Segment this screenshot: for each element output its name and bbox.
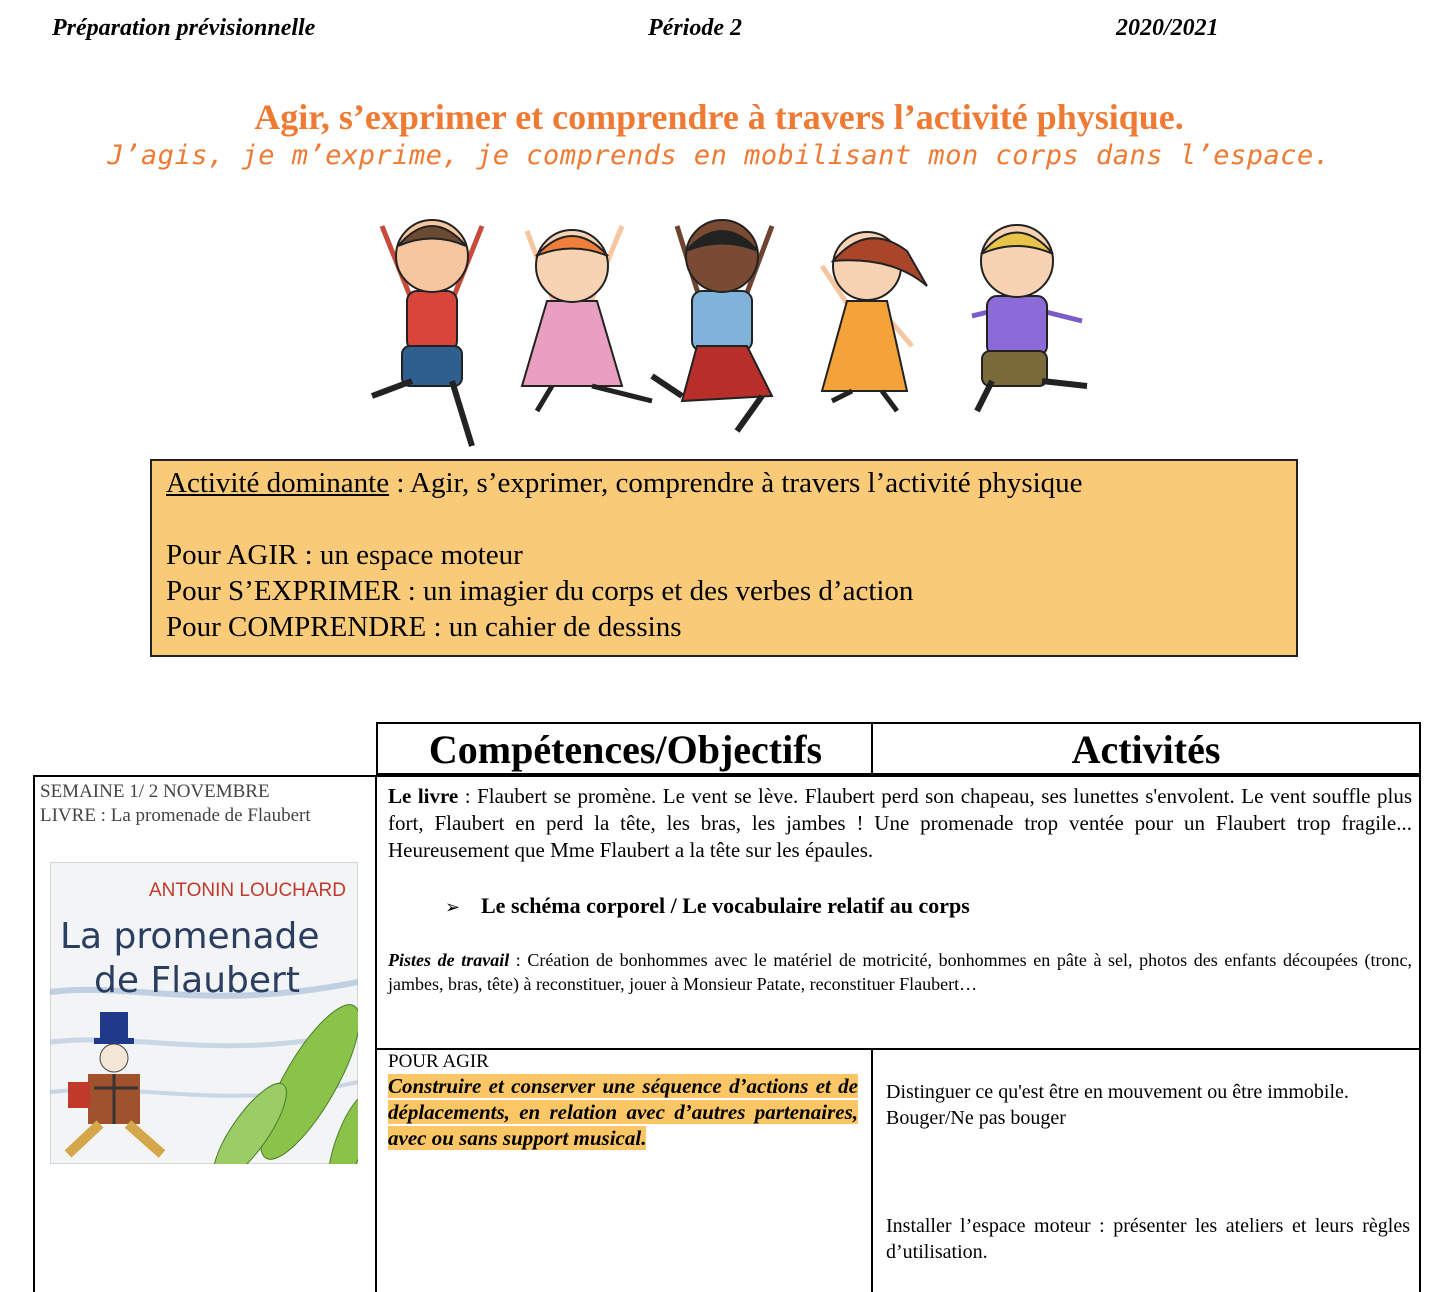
child-1 — [372, 220, 482, 446]
header-left: Préparation prévisionnelle — [52, 15, 316, 41]
cover-title-1: La promenade — [60, 916, 320, 957]
activity-1-text: Distinguer ce qu'est être en mouvement ou être immobile. — [886, 1081, 1349, 1103]
livre-label: Le livre — [388, 784, 459, 808]
cover-author: ANTONIN LOUCHARD — [148, 880, 346, 901]
header-center: Période 2 — [648, 15, 742, 41]
box-line-agir: Pour AGIR : un espace moteur — [166, 539, 523, 571]
page-title: Agir, s’exprimer et comprendre à travers l’activité physique. — [254, 97, 1184, 137]
week-label — [40, 780, 370, 828]
dancing-children-illustration — [352, 196, 1112, 456]
table-column-divider — [871, 1048, 873, 1292]
table-row-divider — [375, 1048, 1421, 1050]
pour-agir-label: POUR AGIR — [388, 1051, 489, 1072]
header-competences: Compétences/Objectifs — [376, 722, 873, 775]
child-3 — [652, 220, 772, 431]
week-line-2: LIVRE : La promenade de Flaubert — [40, 805, 311, 826]
box-line-comprendre: Pour COMPRENDRE : un cahier de dessins — [166, 611, 682, 643]
competence-highlight: Construire et conserver une séquence d’actions et de déplacements, en relation avec d’autres partenaires, avec ou sans support musical. — [388, 1074, 858, 1150]
book-cover-image — [50, 862, 358, 1164]
box-line-exprimer: Pour S’EXPRIMER : un imagier du corps et des verbes d’action — [166, 575, 914, 607]
header-activites: Activités — [871, 722, 1421, 775]
page-subtitle: J’agis, je m’exprime, je comprends en mobilisant mon corps dans l’espace. — [107, 140, 1331, 171]
child-2 — [522, 226, 652, 411]
bullet-text: Le schéma corporel / Le vocabulaire relatif au corps — [481, 893, 970, 918]
activity-1b-text: Bouger/Ne pas bouger — [886, 1107, 1066, 1129]
pistes-label: Pistes de travail — [388, 950, 510, 970]
table-right-border — [1419, 775, 1421, 1292]
table-divider — [33, 775, 1421, 777]
book-summary — [388, 783, 1412, 864]
child-5 — [972, 225, 1087, 411]
pistes-text: : Création de bonhommes avec le matériel de motricité, bonhommes en pâte à sel, photos des enfants découpées (tronc, jambes, bras, tête) à reconstituer, jouer à Monsieur Patate, reconstituer Flaubert… — [388, 950, 1412, 994]
livre-text: : Flaubert se promène. Le vent se lève. Flaubert perd son chapeau, ses lunettes s'envolent. Le vent souffle plus fort, Flaubert en perd la tête, les bras, les jambes ! Une promenade trop ventée pour un Flaubert trop fragile... Heureusement que Mme Flaubert a la tête sur les épaules. — [388, 784, 1412, 862]
activity-2: Installer l’espace moteur : présenter les ateliers et leurs règles d’utilisation. — [886, 1215, 1410, 1263]
box-label: Activité dominante — [166, 467, 390, 499]
header-right: 2020/2021 — [1116, 15, 1219, 41]
child-4 — [822, 232, 927, 411]
arrow-bullet-icon: ➢ — [445, 897, 461, 918]
box-label-rest: : Agir, s’exprimer, comprendre à travers l’activité physique — [389, 467, 1083, 499]
competence-text — [388, 1073, 858, 1151]
cover-title-2: de Flaubert — [94, 960, 300, 1001]
pistes-de-travail — [388, 948, 1412, 996]
bullet-schema-corporel — [445, 893, 970, 919]
week-line-1: SEMAINE 1/ 2 NOVEMBRE — [40, 781, 270, 802]
dominant-activity-box — [150, 459, 1298, 657]
activity-1 — [886, 1079, 1410, 1131]
